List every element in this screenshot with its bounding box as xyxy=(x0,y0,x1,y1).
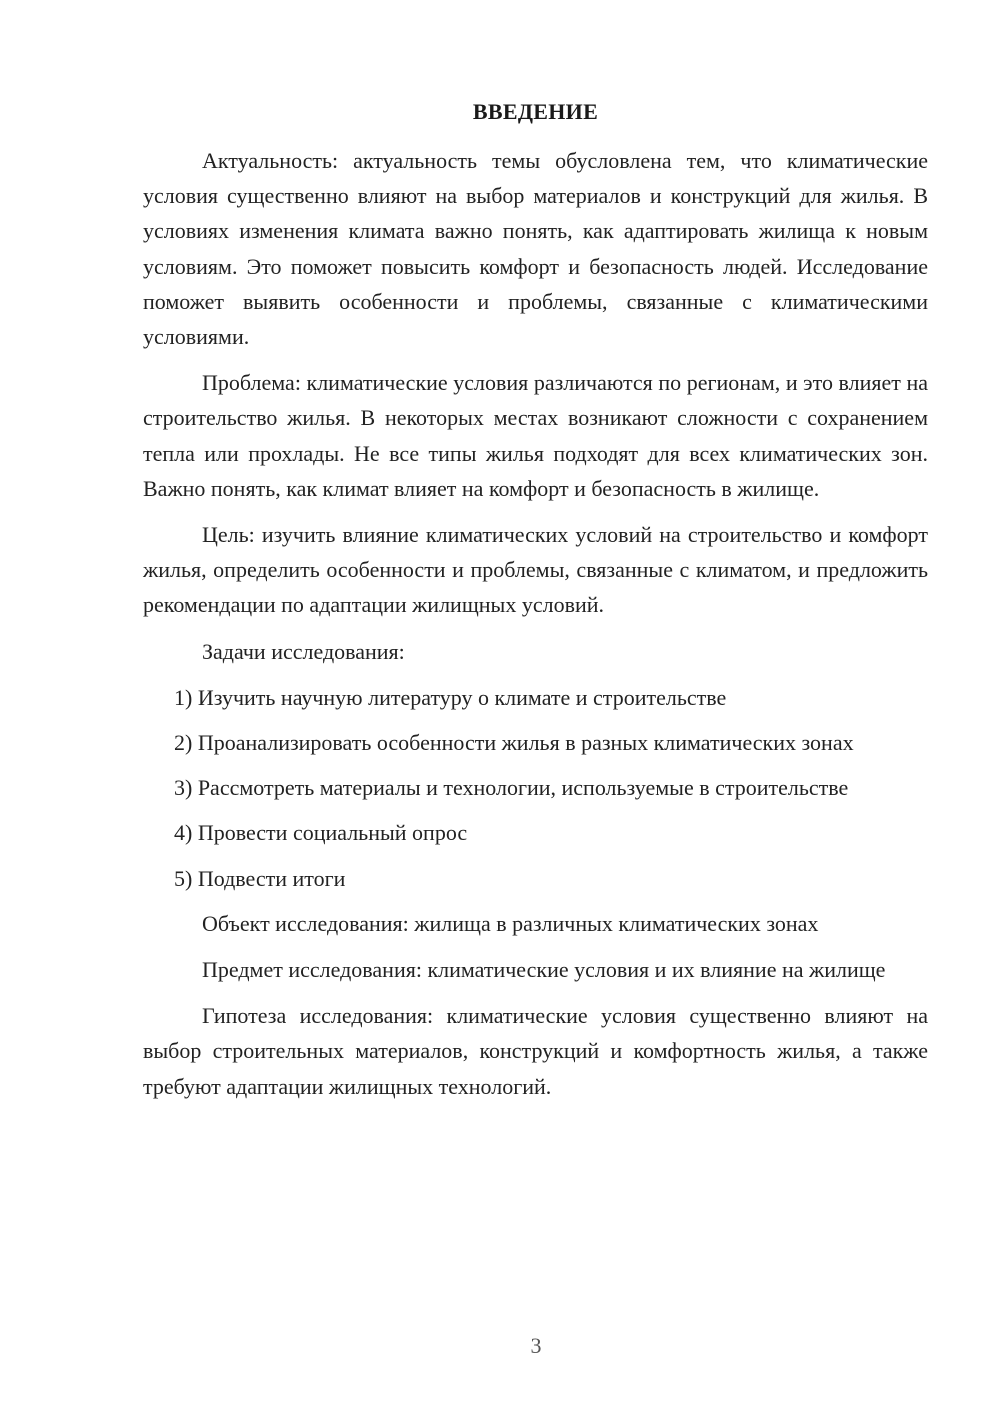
task-item-4: 4) Провести социальный опрос xyxy=(174,820,468,846)
subject-paragraph: Предмет исследования: климатические условия и их влияние на жилище xyxy=(202,957,886,983)
page-title: ВВЕДЕНИЕ xyxy=(472,99,599,124)
task-item-1: 1) Изучить научную литературу о климате и строительстве xyxy=(174,684,727,710)
tasks-heading: Задачи исследования: xyxy=(202,638,405,664)
task-item-2: 2) Проанализировать особенности жилья в разных климатических зонах xyxy=(174,730,854,756)
goal-paragraph: Цель: изучить влияние климатических условий на строительство и комфорт жилья, определить особенности и проблемы, связанные с климатом, и предложить рекомендации по адаптации жилищных условий. xyxy=(143,522,928,618)
object-paragraph: Объект исследования: жилища в различных климатических зонах xyxy=(202,910,819,936)
relevance-paragraph: Актуальность: актуальность темы обусловлена тем, что климатические условия существенно влияют на выбор материалов и конструкций для жилья. В условиях изменения климата важно понять, как адаптировать жилища к новым условиям. Это поможет повысить комфорт и безопасность людей. Исследование поможет выявить особенности и проблемы, связанные с климатическими условиями. xyxy=(143,148,928,350)
hypothesis-paragraph: Гипотеза исследования: климатические условия существенно влияют на выбор строительных материалов, конструкций и комфортность жилья, а также требуют адаптации жилищных технологий. xyxy=(143,1003,928,1099)
problem-paragraph: Проблема: климатические условия различаются по регионам, и это влияет на строительство жилья. В некоторых местах возникают сложности с сохранением тепла или прохлады. Не все типы жилья подходят для всех климатических зон. Важно понять, как климат влияет на комфорт и безопасность в жилище. xyxy=(143,370,928,501)
document-page xyxy=(143,94,928,1115)
page-number: 3 xyxy=(530,1333,542,1358)
task-item-3: 3) Рассмотреть материалы и технологии, используемые в строительстве xyxy=(174,775,849,801)
task-item-5: 5) Подвести итоги xyxy=(174,865,346,891)
